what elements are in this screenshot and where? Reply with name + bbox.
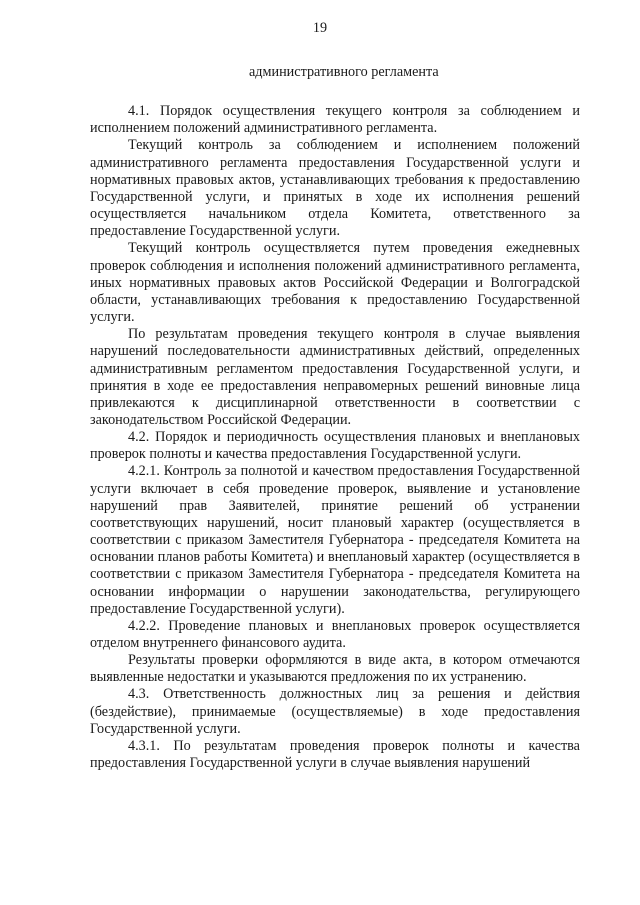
document-body — [90, 64, 580, 772]
page-number: 19 — [312, 20, 328, 36]
paragraph-4-2-2: 4.2.2. Проведение плановых и внеплановых проверок осуществляется отделом внутреннего финансового аудита. — [90, 617, 580, 651]
paragraph-4-3-heading: 4.3. Ответственность должностных лиц за решения и действия (бездействие), принимаемые (осуществляемые) в ходе предоставления Государственной услуги. — [90, 686, 580, 737]
paragraph-4-1-heading: 4.1. Порядок осуществления текущего контроля за соблюдением и исполнением положений административного регламента. — [90, 103, 580, 137]
paragraph-4-3-1: 4.3.1. По результатам проведения проверок полноты и качества предоставления Государственной услуги в случае выявления нарушений — [90, 737, 580, 772]
paragraph-inspection-results: Результаты проверки оформляются в виде акта, в котором отмечаются выявленные недостатки и указываются предложения по их устранению. — [90, 652, 580, 686]
paragraph-current-control: Текущий контроль за соблюдением и исполнением положений административного регламента предоставления Государственной услуги и нормативных правовых актов, устанавливающих требования к предоставлению Государственной услуги, и принятых в ходе их исполнения решений осуществляется начальником отдела Комитета, ответственного за предоставление Государственной услуги. — [90, 137, 580, 240]
paragraph-daily-checks: Текущий контроль осуществляется путем проведения ежедневных проверок соблюдения и исполнения положений административного регламента, иных нормативных правовых актов Российской Федерации и Волгоградской области, устанавливающих требования к предоставлению Государственной услуги. — [90, 240, 580, 326]
continuation-line: административного регламента — [249, 64, 439, 80]
paragraph-disciplinary-liability: По результатам проведения текущего контроля в случае выявления нарушений последовательности административных действий, определенных административным регламентом предоставления Государственной услуги, и принятия в ходе ее предоставления неправомерных решений виновные лица привлекаются к дисциплинарной ответственности в соответствии с законодательством Российской Федерации. — [90, 326, 580, 428]
paragraph-4-2-1: 4.2.1. Контроль за полнотой и качеством предоставления Государственной услуги включает в себя проведение проверок, выявление и установление нарушений прав Заявителей, принятие решений об устранении соответствующих нарушений, носит плановый характер (осуществляется в соответствии с приказом Заместителя Губернатора - председателя Комитета на основании планов работы Комитета) и внеплановый характер (осуществляется в соответствии с приказом Заместителя Губернатора - председателя Комитета на основании информации о нарушении законодательства, регулирующего предоставление Государственной услуги). — [90, 463, 580, 617]
paragraph-4-2-heading: 4.2. Порядок и периодичность осуществления плановых и внеплановых проверок полноты и качества предоставления Государственной услуги. — [90, 429, 580, 463]
